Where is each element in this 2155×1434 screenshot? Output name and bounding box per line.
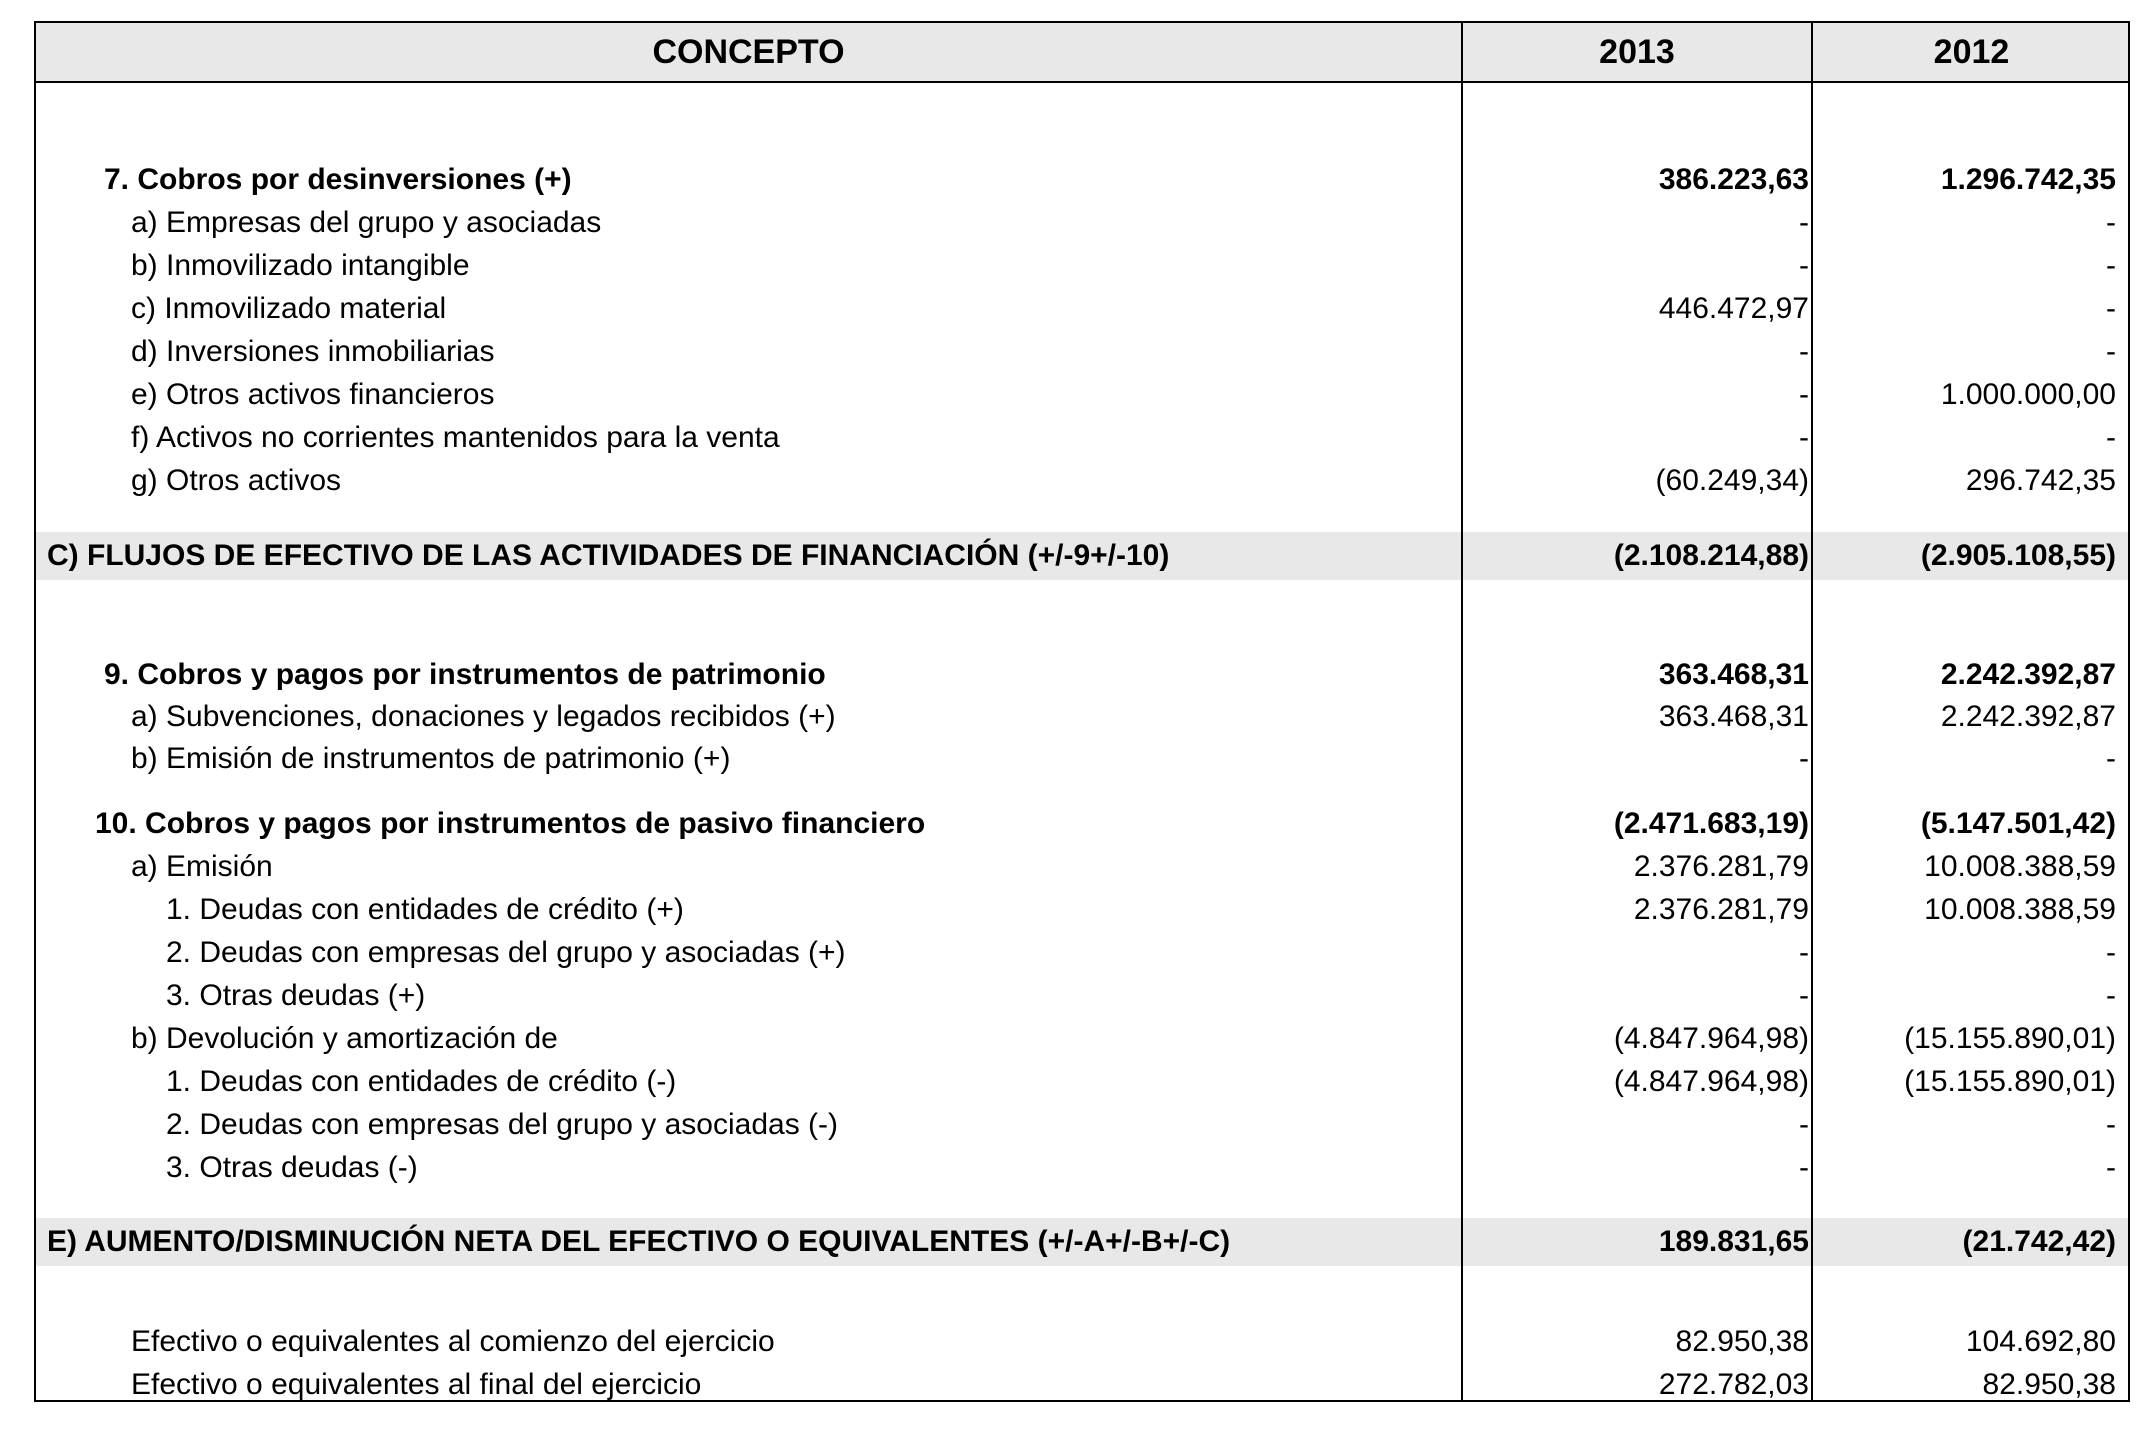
value-2013: 82.950,38 bbox=[1675, 1325, 1809, 1358]
section-row bbox=[36, 532, 2128, 580]
value-2012: 10.008.388,59 bbox=[1924, 893, 2116, 926]
value-2013: 2.376.281,79 bbox=[1633, 850, 1809, 883]
value-2013: - bbox=[1799, 979, 1809, 1012]
row-label: 1. Deudas con entidades de crédito (+) bbox=[166, 893, 684, 926]
row-label: 7. Cobros por desinversiones (+) bbox=[104, 163, 572, 196]
table-row bbox=[36, 330, 2128, 373]
value-2013: (60.249,34) bbox=[1655, 464, 1809, 497]
value-2012: 2.242.392,87 bbox=[1940, 658, 2116, 691]
table-row bbox=[36, 1320, 2128, 1363]
cash-flow-table bbox=[34, 21, 2130, 1402]
row-label: g) Otros activos bbox=[131, 464, 342, 497]
value-2013: (2.108.214,88) bbox=[1613, 539, 1809, 572]
value-2012: 1.000.000,00 bbox=[1940, 378, 2116, 411]
row-label: 3. Otras deudas (+) bbox=[166, 979, 426, 1012]
row-label: c) Inmovilizado material bbox=[131, 292, 447, 325]
row-label: a) Empresas del grupo y asociadas bbox=[131, 206, 602, 239]
table-row bbox=[36, 888, 2128, 931]
table-row bbox=[36, 737, 2128, 780]
row-label: Efectivo o equivalentes al comienzo del ejercicio bbox=[131, 1325, 775, 1358]
row-label: a) Emisión bbox=[131, 850, 273, 883]
value-2013: - bbox=[1799, 378, 1809, 411]
value-2012: - bbox=[2106, 421, 2116, 454]
row-label: E) AUMENTO/DISMINUCIÓN NETA DEL EFECTIVO O EQUIVALENTES (+/-A+/-B+/-C) bbox=[47, 1225, 1231, 1258]
row-label: b) Inmovilizado intangible bbox=[131, 249, 470, 282]
table-row bbox=[36, 653, 2128, 696]
value-2012: - bbox=[2106, 249, 2116, 282]
header-year-2012: 2012 bbox=[1933, 33, 2010, 71]
row-label: 9. Cobros y pagos por instrumentos de patrimonio bbox=[104, 658, 826, 691]
row-label: a) Subvenciones, donaciones y legados recibidos (+) bbox=[131, 700, 836, 733]
value-2013: 363.468,31 bbox=[1658, 658, 1809, 691]
table-row bbox=[36, 1060, 2128, 1103]
header-concept: CONCEPTO bbox=[652, 33, 845, 71]
value-2013: - bbox=[1799, 249, 1809, 282]
table-row bbox=[36, 1146, 2128, 1189]
row-label: C) FLUJOS DE EFECTIVO DE LAS ACTIVIDADES DE FINANCIACIÓN (+/-9+/-10) bbox=[47, 539, 1170, 572]
row-label: b) Emisión de instrumentos de patrimonio (+) bbox=[131, 742, 731, 775]
value-2012: - bbox=[2106, 1151, 2116, 1184]
table-row bbox=[36, 845, 2128, 888]
value-2012: 82.950,38 bbox=[1982, 1368, 2116, 1401]
value-2012: - bbox=[2106, 742, 2116, 775]
table-row bbox=[36, 201, 2128, 244]
value-2013: - bbox=[1799, 742, 1809, 775]
table-row bbox=[36, 1363, 2128, 1406]
value-2012: (21.742,42) bbox=[1962, 1225, 2116, 1258]
value-2013: (4.847.964,98) bbox=[1613, 1022, 1809, 1055]
section-row bbox=[36, 1218, 2128, 1266]
value-2012: - bbox=[2106, 979, 2116, 1012]
value-2013: 363.468,31 bbox=[1658, 700, 1809, 733]
table-row bbox=[36, 1103, 2128, 1146]
value-2013: - bbox=[1799, 335, 1809, 368]
row-label: 1. Deudas con entidades de crédito (-) bbox=[166, 1065, 677, 1098]
value-2013: - bbox=[1799, 1151, 1809, 1184]
table-row bbox=[36, 416, 2128, 459]
value-2013: 189.831,65 bbox=[1658, 1225, 1809, 1258]
table-row bbox=[36, 931, 2128, 974]
value-2013: - bbox=[1799, 936, 1809, 969]
column-divider bbox=[1811, 23, 1813, 1400]
value-2012: 1.296.742,35 bbox=[1940, 163, 2116, 196]
table-header bbox=[36, 23, 2128, 83]
value-2012: (5.147.501,42) bbox=[1920, 807, 2116, 840]
value-2013: (4.847.964,98) bbox=[1613, 1065, 1809, 1098]
value-2012: - bbox=[2106, 936, 2116, 969]
table-row bbox=[36, 287, 2128, 330]
row-label: Efectivo o equivalentes al final del ejercicio bbox=[131, 1368, 702, 1401]
value-2013: (2.471.683,19) bbox=[1613, 807, 1809, 840]
table-row bbox=[36, 373, 2128, 416]
value-2012: - bbox=[2106, 206, 2116, 239]
row-label: 2. Deudas con empresas del grupo y asociadas (+) bbox=[166, 936, 846, 969]
value-2012: (2.905.108,55) bbox=[1920, 539, 2116, 572]
value-2013: - bbox=[1799, 421, 1809, 454]
value-2012: 296.742,35 bbox=[1965, 464, 2116, 497]
value-2013: 386.223,63 bbox=[1658, 163, 1809, 196]
value-2012: - bbox=[2106, 292, 2116, 325]
value-2012: (15.155.890,01) bbox=[1904, 1065, 2116, 1098]
table-row bbox=[36, 1017, 2128, 1060]
value-2012: - bbox=[2106, 1108, 2116, 1141]
header-year-2013: 2013 bbox=[1599, 33, 1675, 71]
value-2013: - bbox=[1799, 206, 1809, 239]
value-2012: (15.155.890,01) bbox=[1904, 1022, 2116, 1055]
value-2013: 272.782,03 bbox=[1658, 1368, 1809, 1401]
value-2012: 10.008.388,59 bbox=[1924, 850, 2116, 883]
value-2013: 2.376.281,79 bbox=[1633, 893, 1809, 926]
row-label: 10. Cobros y pagos por instrumentos de pasivo financiero bbox=[95, 807, 926, 840]
value-2013: 446.472,97 bbox=[1658, 292, 1809, 325]
row-label: e) Otros activos financieros bbox=[131, 378, 495, 411]
value-2012: 2.242.392,87 bbox=[1940, 700, 2116, 733]
row-label: 3. Otras deudas (-) bbox=[166, 1151, 418, 1184]
row-label: 2. Deudas con empresas del grupo y asociadas (-) bbox=[166, 1108, 839, 1141]
row-label: f) Activos no corrientes mantenidos para la venta bbox=[131, 421, 780, 454]
table-row bbox=[36, 244, 2128, 287]
table-row bbox=[36, 974, 2128, 1017]
row-label: d) Inversiones inmobiliarias bbox=[131, 335, 495, 368]
value-2013: - bbox=[1799, 1108, 1809, 1141]
table-row bbox=[36, 158, 2128, 201]
value-2012: 104.692,80 bbox=[1965, 1325, 2116, 1358]
table-row bbox=[36, 802, 2128, 845]
table-row bbox=[36, 459, 2128, 502]
value-2012: - bbox=[2106, 335, 2116, 368]
table-row bbox=[36, 695, 2128, 738]
column-divider bbox=[1461, 23, 1463, 1400]
row-label: b) Devolución y amortización de bbox=[131, 1022, 558, 1055]
